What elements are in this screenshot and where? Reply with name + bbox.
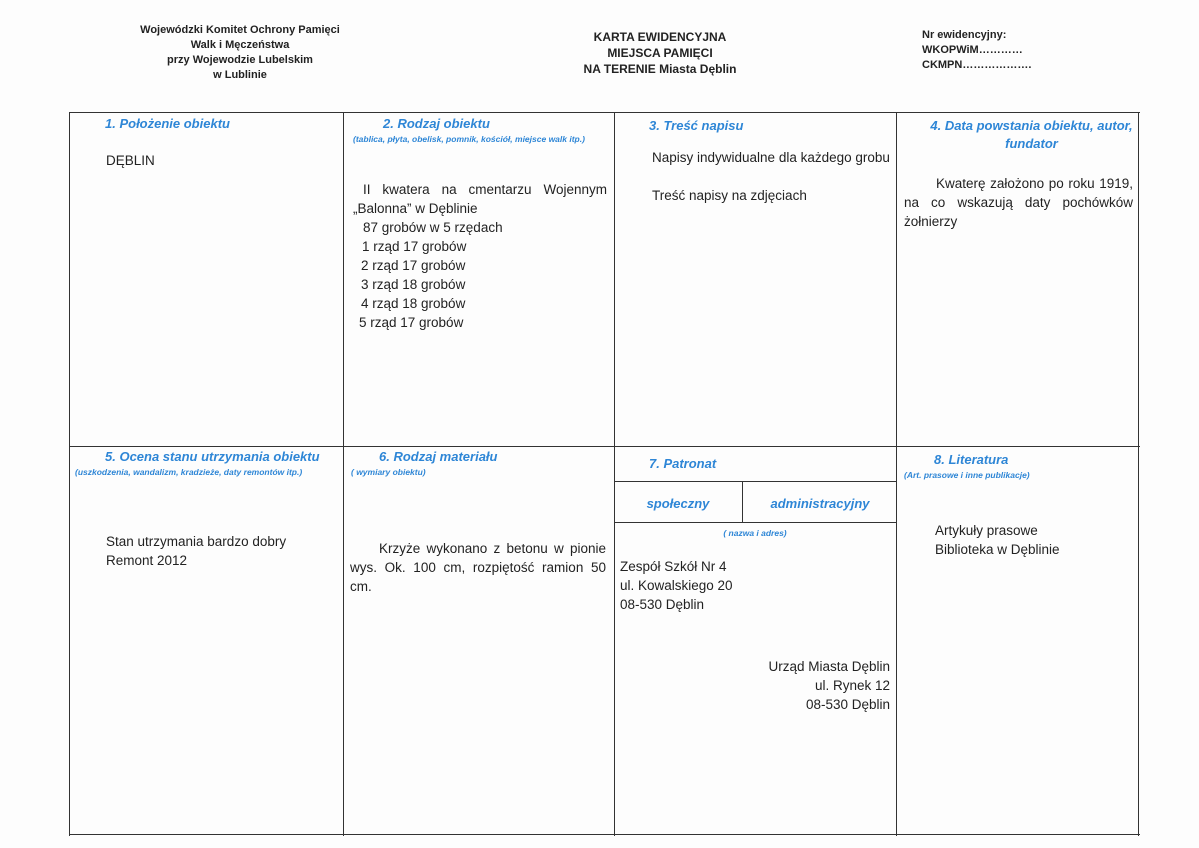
- registration-ckmpn: CKMPN……………….: [922, 59, 1032, 71]
- grid-col-divider: [614, 112, 615, 836]
- admin-patron-name: Urząd Miasta Dęblin: [768, 659, 890, 674]
- condition-text: [106, 532, 336, 570]
- grave-rows-list: [358, 218, 598, 332]
- inscription-text: Napisy indywidualne dla każdego grobu: [652, 150, 890, 165]
- title-line: KARTA EWIDENCYJNA: [593, 30, 727, 44]
- condition-renovation: Remont 2012: [106, 553, 188, 568]
- grave-row: 4 rząd 18 grobów: [361, 296, 466, 311]
- patronage-social-header: społeczny: [646, 496, 710, 511]
- title-line: MIEJSCA PAMIĘCI: [607, 46, 713, 60]
- inscription-photos-note: Treść napisy na zdjęciach: [652, 188, 807, 203]
- patronage-note: ( nazwa i adres): [723, 528, 787, 538]
- document-title: [540, 29, 780, 77]
- section-inscription-title: 3. Treść napisu: [649, 118, 744, 133]
- section-material-title: 6. Rodzaj materiału: [379, 449, 498, 464]
- grid-col-divider: [896, 112, 897, 836]
- grave-row: 1 rząd 17 grobów: [362, 239, 467, 254]
- section-material-subtitle: ( wymiary obiektu): [351, 467, 426, 477]
- grave-row: 3 rząd 18 grobów: [361, 277, 466, 292]
- literature-item: Biblioteka w Dęblinie: [935, 542, 1060, 557]
- patronage-admin-header: administracyjny: [770, 496, 870, 511]
- patronat-col-divider: [742, 481, 743, 522]
- header-left-line: przy Wojewodzie Lubelskim: [167, 54, 313, 66]
- object-type-intro: II kwatera na cmentarzu Wojennym „Balonna” w Dęblinie: [353, 182, 607, 216]
- location-value: DĘBLIN: [106, 153, 155, 168]
- section-literature-title: 8. Literatura: [934, 452, 1009, 467]
- section-condition-subtitle: (uszkodzenia, wandalizm, kradzieże, daty remontów itp.): [75, 467, 303, 477]
- grave-row: 5 rząd 17 grobów: [359, 315, 464, 330]
- grid-border-top: [69, 112, 1140, 113]
- grid-border-right: [1138, 112, 1139, 836]
- section-condition-title: 5. Ocena stanu utrzymania obiektu: [105, 449, 320, 464]
- admin-patron-city: 08-530 Dęblin: [805, 697, 890, 712]
- header-left-line: Walk i Męczeństwa: [190, 39, 290, 51]
- section-object-type-title: 2. Rodzaj obiektu: [383, 116, 490, 131]
- title-line: NA TERENIE Miasta Dęblin: [583, 62, 737, 76]
- section-object-type: [353, 115, 609, 145]
- registration-number-block: [922, 28, 1122, 73]
- section-origin-title: 4. Data powstania obiektu, autor, fundator: [930, 118, 1133, 151]
- registration-wkopwim: WKOPWiM…………: [922, 44, 1023, 56]
- section-patronage-title: 7. Patronat: [649, 456, 717, 471]
- section-location-title: 1. Położenie obiektu: [105, 116, 230, 131]
- section-literature: [904, 451, 1134, 481]
- registration-label: Nr ewidencyjny:: [922, 29, 1007, 41]
- record-form-grid: [69, 112, 1140, 836]
- section-material: [351, 448, 609, 478]
- section-inscription: [649, 117, 889, 135]
- section-origin: [929, 117, 1134, 153]
- grid-row-divider: [69, 446, 1140, 447]
- social-patron-name: Zespół Szkół Nr 4: [620, 559, 727, 574]
- admin-patron-street: ul. Rynek 12: [814, 678, 890, 693]
- header-left-line: Wojewódzki Komitet Ochrony Pamięci: [140, 24, 340, 36]
- material-text: Krzyże wykonano z betonu w pionie wys. Ok. 100 cm, rozpiętość ramion 50 cm.: [350, 541, 606, 594]
- social-patron-street: ul. Kowalskiego 20: [620, 578, 733, 593]
- grid-border-bottom: [69, 834, 1140, 835]
- social-patron-city: 08-530 Dęblin: [620, 597, 705, 612]
- origin-text: Kwaterę założono po roku 1919, na co wskazują daty pochówków żołnierzy: [904, 176, 1133, 229]
- grave-row: 2 rząd 17 grobów: [361, 258, 466, 273]
- grave-count: 87 grobów w 5 rzędach: [363, 220, 503, 235]
- section-location: [105, 115, 335, 133]
- section-patronage: [649, 455, 889, 473]
- patronage-admin-address: [620, 657, 890, 714]
- header-left-line: w Lublinie: [213, 69, 267, 81]
- literature-list: [935, 521, 1135, 559]
- section-condition: [75, 448, 338, 478]
- section-object-type-subtitle: (tablica, płyta, obelisk, pomnik, kościół, miejsce walk itp.): [353, 134, 585, 144]
- header-committee-name: [120, 23, 360, 83]
- patronat-divider: [614, 522, 896, 523]
- section-literature-subtitle: (Art. prasowe i inne publikacje): [904, 470, 1030, 480]
- condition-state: Stan utrzymania bardzo dobry: [106, 534, 287, 549]
- patronat-divider: [614, 481, 896, 482]
- grid-col-divider: [343, 112, 344, 836]
- grid-border-left: [69, 112, 70, 836]
- patronage-social-address: [620, 557, 890, 614]
- literature-item: Artykuły prasowe: [935, 523, 1038, 538]
